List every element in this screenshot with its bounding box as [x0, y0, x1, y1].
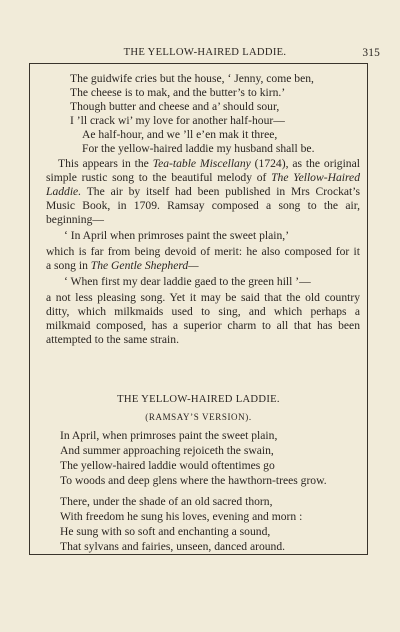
song-title: THE YELLOW-HAIRED LADDIE. — [117, 394, 280, 405]
paragraph-line: ditty, which milkmaids used to sing, and which perhaps a — [46, 305, 360, 318]
song-line: There, under the shade of an old sacred thorn, — [60, 495, 273, 508]
song-line: With freedom he sung his loves, evening and morn : — [60, 510, 303, 523]
quoted-line: ‘ When first my dear laddie gaed to the green hill ’— — [64, 275, 311, 288]
song-line: He sung with so soft and enchanting a sound, — [60, 525, 271, 538]
verse-line: Ae half-hour, and we ’ll e’en mak it three, — [82, 128, 278, 141]
paragraph-line: a not less pleasing song. Yet it may be said that the old country — [46, 291, 360, 304]
song-line: In April, when primroses paint the sweet plain, — [60, 429, 278, 442]
paragraph-line: Laddie. The air by itself had been published in Mrs Crockat’s — [46, 185, 360, 198]
running-header — [30, 47, 380, 63]
song-line: To woods and deep glens where the hawthorn-trees grow. — [60, 474, 327, 487]
verse-line: The cheese is to mak, and the butter’s to kirn.’ — [70, 86, 286, 99]
paragraph-line: which is far from being devoid of merit: he also composed for it — [46, 245, 360, 258]
paragraph-line: This appears in the Tea-table Miscellany (1724), as the original — [58, 157, 360, 170]
paragraph-line: beginning— — [46, 213, 104, 226]
verse-line: The guidwife cries but the house, ‘ Jenny, come ben, — [70, 72, 314, 85]
paragraph-line: attempted to the same strain. — [46, 333, 179, 346]
song-line: The yellow-haired laddie would oftentimes go — [60, 459, 275, 472]
running-title: THE YELLOW-HAIRED LADDIE. — [123, 47, 287, 58]
quoted-line: ‘ In April when primroses paint the sweet plain,’ — [64, 229, 290, 242]
paragraph-line: milkmaid composed, has a superior charm to all that has been — [46, 319, 360, 332]
paragraph-line: simple rustic song to the beautiful melody of The Yellow-Haired — [46, 171, 360, 184]
verse-line: I ’ll crack wi’ my love for another half-hour— — [70, 114, 285, 127]
song-line: And summer approaching rejoiceth the swain, — [60, 444, 274, 457]
paragraph-line: a song in The Gentle Shepherd— — [46, 259, 199, 272]
verse-line: Though butter and cheese and a’ should sour, — [70, 100, 280, 113]
verse-line: For the yellow-haired laddie my husband shall be. — [82, 142, 315, 155]
song-subtitle: (RAMSAY’S VERSION). — [145, 412, 252, 422]
page-number: 315 — [362, 47, 380, 59]
paragraph-line: Music Book, in 1709. Ramsay composed a song to the air, — [46, 199, 360, 212]
song-line: That sylvans and fairies, unseen, danced around. — [60, 540, 286, 553]
